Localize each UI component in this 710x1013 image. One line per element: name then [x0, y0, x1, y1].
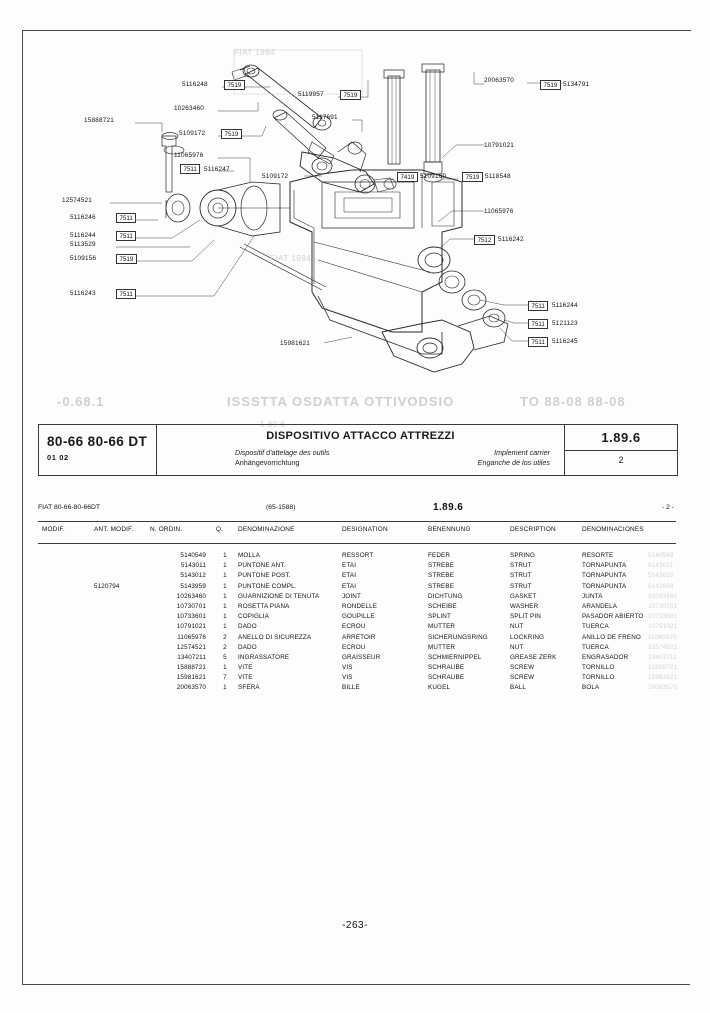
cell-designation: ARRETOIR [342, 633, 376, 641]
cell-denominazione: DADO [238, 623, 257, 631]
callout-label: 11065976 [174, 152, 204, 159]
cell-denominazione: PUNTONE ANT. [238, 562, 286, 570]
cell-denominazione: VITE [238, 664, 253, 672]
cell-denominaciones: TORNAPUNTA [582, 572, 627, 580]
table-body [38, 552, 676, 695]
cell-designation: GOUPILLE [342, 613, 375, 621]
table-row [38, 572, 676, 582]
cell-qty: 5 [223, 653, 227, 661]
cell-description: SPLIT PIN [510, 613, 541, 621]
cell-denominaciones: PASADOR ABIERTO [582, 613, 644, 621]
cell-denominaciones: ARANDELA [582, 602, 618, 610]
assembly-title-it: DISPOSITIVO ATTACCO ATTREZZI [266, 430, 455, 442]
table-row [38, 593, 676, 603]
model-variants: 01 02 [47, 453, 69, 462]
callout-label: 5118548 [485, 173, 511, 180]
cell-order-no: 10730701 [176, 602, 206, 610]
cell-qty: 1 [223, 623, 227, 631]
title-block-model-cell [39, 425, 157, 475]
callout-label: 15981621 [280, 340, 311, 347]
table-row [38, 684, 676, 694]
header-catalog-ref: (65-1588) [266, 504, 296, 511]
col-header-qty: Q. [216, 526, 224, 533]
cell-ghost: 5143011 [648, 562, 674, 570]
cell-designation: VIS [342, 664, 353, 672]
callout-label: 20063570 [484, 77, 515, 84]
table-row [38, 613, 676, 623]
callout-label: 10791021 [484, 142, 515, 149]
callout-label: 5116243 [70, 290, 96, 297]
ghost-text: FIAT 1984 [270, 254, 312, 263]
callout-label: 5116248 [182, 81, 208, 88]
table-row [38, 634, 676, 644]
cell-order-no: 10791021 [176, 623, 206, 631]
callout-label: 5134791 [563, 81, 590, 88]
header-rule [38, 521, 676, 522]
cell-benennung: MUTTER [428, 623, 456, 631]
callout-box: 7511 [116, 231, 136, 241]
cell-description: GREASE ZERK [510, 653, 557, 661]
cell-description: SPRING [510, 552, 536, 559]
cell-ghost: 13407211 [648, 653, 677, 661]
cell-qty: 1 [223, 582, 227, 590]
cell-order-no: 11065976 [177, 633, 206, 641]
callout-label: 5109156 [70, 255, 97, 262]
col-header-ant-modif: ANT. MODIF. [94, 526, 134, 533]
cell-description: GASKET [510, 592, 537, 600]
cell-ghost: 15888721 [648, 664, 678, 672]
cell-denominaciones: TORNILLO [582, 664, 615, 672]
cell-order-no: 15981621 [176, 674, 206, 682]
table-row [38, 674, 676, 684]
cell-description: SCREW [510, 664, 535, 672]
col-header-denominazione: DENOMINAZIONE [238, 526, 295, 533]
cell-benennung: STREBE [428, 562, 455, 570]
cell-description: WASHER [510, 602, 539, 610]
cell-qty: 2 [223, 633, 227, 641]
callout-box: 7519 [340, 90, 361, 100]
header-model: FIAT 80-66-80-66DT [38, 504, 101, 511]
cell-denominazione: COPIGLIA [238, 613, 269, 621]
ghost-text: FIAT 1984 [234, 48, 276, 57]
col-header-description: DESCRIPTION [510, 526, 556, 533]
cell-qty: 2 [223, 643, 227, 651]
cell-order-no: 5143959 [180, 582, 206, 590]
header-section-code: 1.89.6 [433, 502, 464, 513]
callout-box: 7512 [474, 235, 495, 245]
cell-ghost: 10733601 [648, 613, 678, 621]
col-header-modif: MODIF. [42, 526, 65, 533]
cell-designation: GRAISSEUR [342, 653, 381, 661]
cell-benennung: KUGEL [428, 684, 451, 692]
callout-label: 5109172 [262, 173, 289, 180]
table-row [38, 552, 676, 562]
callout-label: 10263460 [174, 105, 205, 112]
cell-ghost: 10791021 [648, 623, 678, 631]
cell-denominaciones: ANILLO DE FRENO [582, 633, 641, 641]
col-header-order-no: N. ORDIN. [150, 526, 183, 533]
cell-order-no: 20063570 [176, 684, 206, 692]
callout-label: 5116244 [70, 232, 96, 239]
cell-qty: 1 [223, 613, 227, 621]
cell-order-no: 13407211 [177, 653, 206, 661]
cell-benennung: STREBE [428, 572, 455, 580]
page-frame-bottom [22, 984, 690, 985]
cell-designation: JOINT [342, 592, 361, 600]
ghost-text: TO 88-08 88-08 [520, 394, 626, 409]
callout-label: 5116246 [70, 214, 96, 221]
cell-designation: ETAI [342, 562, 357, 570]
cell-ghost: 20063570 [648, 684, 678, 692]
cell-denominazione: GUARNIZIONE DI TENUTA [238, 592, 320, 600]
title-block-code-cell [565, 425, 677, 475]
callout-label: 5116242 [498, 236, 524, 243]
col-header-benennung: BENENNUNG [428, 526, 471, 533]
cell-description: NUT [510, 643, 524, 651]
technical-diagram [22, 32, 690, 429]
cell-benennung: DICHTUNG [428, 592, 463, 600]
page-number: -263- [342, 920, 368, 931]
callout-label: 5119957 [298, 91, 324, 98]
cell-denominaciones: TORNAPUNTA [582, 582, 627, 590]
cell-order-no: 10263460 [176, 592, 206, 600]
callout-box: 7419 [397, 172, 418, 182]
callout-box: 7519 [462, 172, 483, 182]
cell-benennung: SCHRAUBE [428, 674, 465, 682]
callout-label: 11065976 [484, 208, 514, 215]
cell-order-no: 5143012 [180, 572, 206, 580]
cell-description: SCREW [510, 674, 535, 682]
callout-label: 5109172 [179, 130, 206, 137]
cell-order-no: 5140549 [180, 552, 206, 559]
cell-designation: RESSORT [342, 552, 374, 559]
cell-ghost: 5140549 [648, 552, 674, 559]
callout-label: 5116244 [552, 302, 578, 309]
table-row [38, 644, 676, 654]
cell-order-no: 12574521 [176, 643, 206, 651]
cell-denominaciones: TUERCA [582, 643, 609, 651]
callout-box: 7511 [180, 164, 200, 174]
cell-description: STRUT [510, 562, 532, 570]
callout-label: 5109160 [420, 173, 447, 180]
cell-benennung: SPLINT [428, 613, 451, 621]
model-designation: 80-66 80-66 DT [47, 434, 148, 449]
cell-ghost: 12574521 [648, 643, 678, 651]
cell-denominazione: SFERA [238, 684, 260, 692]
cell-designation: ECROU [342, 623, 366, 631]
cell-denominaciones: TORNILLO [582, 674, 615, 682]
assembly-title-en: Implement carrier [494, 448, 550, 457]
cell-qty: 1 [223, 602, 227, 610]
cell-denominazione: VITE [238, 674, 253, 682]
cell-benennung: FEDER [428, 552, 451, 559]
ghost-text: -0.68.1 [57, 394, 105, 409]
cell-denominaciones: JUNTA [582, 592, 603, 600]
table-row [38, 603, 676, 613]
callout-box: 7519 [540, 80, 561, 90]
cell-description: STRUT [510, 582, 532, 590]
cell-ghost: 11065976 [648, 633, 677, 641]
cell-denominazione: DADO [238, 643, 257, 651]
assembly-title-es: Enganche de los utiles [477, 458, 550, 467]
cell-qty: 1 [223, 592, 227, 600]
sheet-number: 2 [618, 455, 624, 465]
cell-qty: 1 [223, 552, 227, 559]
cell-designation: VIS [342, 674, 353, 682]
cell-qty: 1 [223, 572, 227, 580]
col-header-designation: DESIGNATION [342, 526, 388, 533]
callout-label: 5117691 [312, 114, 338, 121]
cell-denominazione: INGRASSATORE [238, 653, 290, 661]
cell-benennung: STREBE [428, 582, 455, 590]
assembly-title-fr: Dispositif d'attelage des outils [235, 448, 330, 457]
callout-box: 7511 [116, 213, 136, 223]
callout-box: 7519 [116, 254, 137, 264]
table-row [38, 654, 676, 664]
cell-ant-modif: 5120794 [94, 582, 120, 590]
cell-order-no: 15888721 [176, 664, 206, 672]
cell-qty: 1 [223, 664, 227, 672]
document-header [38, 504, 676, 518]
callout-box: 7519 [221, 129, 242, 139]
callout-label: 15888721 [84, 117, 115, 124]
cell-benennung: MUTTER [428, 643, 456, 651]
cell-denominaciones: ENGRASADOR [582, 653, 629, 661]
callout-box: 7511 [528, 301, 548, 311]
callout-box: 7519 [224, 80, 245, 90]
cell-description: BALL [510, 684, 527, 692]
callout-label: 5116245 [552, 338, 578, 345]
cell-denominazione: PUNTONE POST. [238, 572, 291, 580]
callout-label: 5116247 [204, 166, 230, 173]
cell-designation: ECROU [342, 643, 366, 651]
callout-label: 12574521 [62, 197, 93, 204]
cell-designation: ETAI [342, 582, 357, 590]
cell-description: STRUT [510, 572, 532, 580]
cell-ghost: 10263460 [648, 592, 678, 600]
callout-box: 7511 [528, 337, 548, 347]
table-row [38, 623, 676, 633]
cell-ghost: 15981621 [648, 674, 678, 682]
cell-description: NUT [510, 623, 524, 631]
header-sheet: - 2 - [661, 504, 674, 511]
title-block-description-cell [157, 425, 565, 475]
table-header-row [38, 526, 676, 539]
cell-designation: BILLE [342, 684, 360, 692]
cell-qty: 7 [223, 674, 227, 682]
cell-ghost: 5143959 [648, 582, 674, 590]
table-row [38, 583, 676, 593]
cell-order-no: 5143011 [180, 562, 206, 570]
callout-label: 5121123 [552, 320, 578, 327]
parts-table [38, 526, 678, 692]
cell-denominaciones: TUERCA [582, 623, 609, 631]
table-header-rule [38, 543, 676, 544]
table-row [38, 664, 676, 674]
cell-designation: ETAI [342, 572, 357, 580]
title-block [38, 424, 678, 476]
cell-denominaciones: BOLA [582, 684, 600, 692]
cell-denominazione: ANELLO DI SICUREZZA [238, 633, 312, 641]
cell-qty: 1 [223, 684, 227, 692]
cell-qty: 1 [223, 562, 227, 570]
cell-benennung: SICHERUNGSRING [428, 633, 488, 641]
col-header-denominaciones: DENOMINACIONES [582, 526, 644, 533]
callout-box: 7511 [528, 319, 548, 329]
ghost-text: 1.89.6 [260, 420, 286, 429]
cell-benennung: SCHRAUBE [428, 664, 465, 672]
cell-order-no: 10733601 [176, 613, 206, 621]
cell-denominaciones: TORNAPUNTA [582, 562, 627, 570]
cell-ghost: 5143012 [648, 572, 674, 580]
ghost-text: ISSSTTA OSDATTA OTTIVODSIO [227, 394, 455, 409]
cell-benennung: SCHEIBE [428, 602, 457, 610]
cell-denominazione: MOLLA [238, 552, 261, 559]
callout-box: 7511 [116, 289, 136, 299]
table-row [38, 562, 676, 572]
cell-ghost: 10730701 [648, 602, 678, 610]
cell-description: LOCKRING [510, 633, 545, 641]
callout-label: 5113529 [70, 241, 96, 248]
cell-denominaciones: RESORTE [582, 552, 614, 559]
cell-denominazione: PUNTONE COMPL. [238, 582, 297, 590]
section-code: 1.89.6 [601, 430, 641, 445]
code-divider [565, 450, 677, 451]
cell-denominazione: ROSETTA PIANA [238, 602, 290, 610]
assembly-title-de: Anhängevorrichtung [235, 458, 300, 467]
cell-benennung: SCHMIERNIPPEL [428, 653, 482, 661]
cell-designation: RONDELLE [342, 602, 378, 610]
